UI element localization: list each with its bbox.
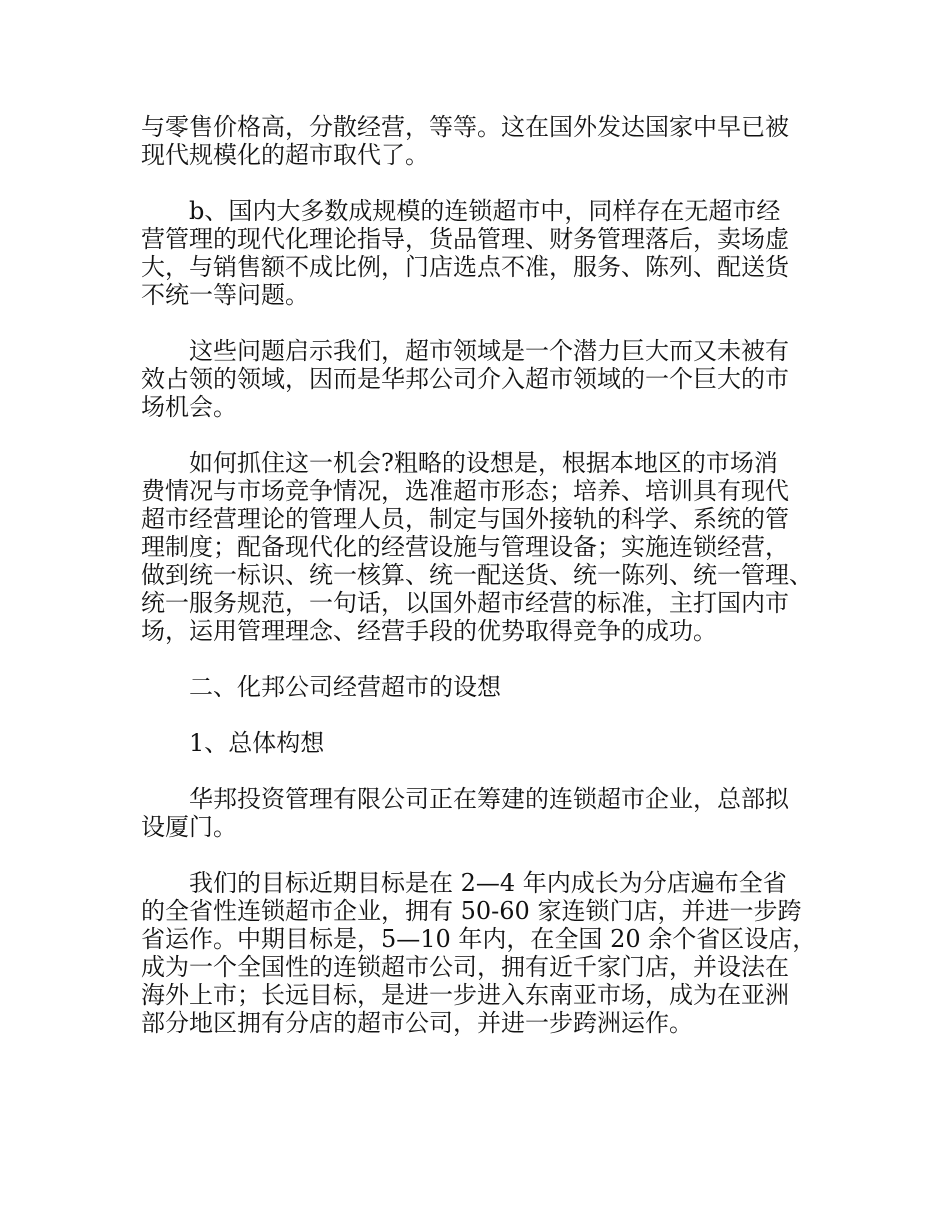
paragraph xyxy=(141,197,821,309)
text-line: 理制度；配备现代化的经营设施与管理设备；实施连锁经营， xyxy=(141,533,789,561)
text-line: 的全省性连锁超市企业，拥有 50-60 家连锁门店，并进一步跨 xyxy=(141,897,802,925)
text-line: 与零售价格高，分散经营，等等。这在国外发达国家中早已被 xyxy=(141,113,789,141)
text-line: 二、化邦公司经营超市的设想 xyxy=(189,673,501,701)
text-line: 部分地区拥有分店的超市公司，并进一步跨洲运作。 xyxy=(141,1009,693,1037)
text-line: 现代规模化的超市取代了。 xyxy=(141,141,429,169)
paragraph xyxy=(141,337,821,421)
text-line: 费情况与市场竞争情况，选准超市形态；培养、培训具有现代 xyxy=(141,477,789,505)
text-line: 海外上市；长远目标，是进一步进入东南亚市场，成为在亚洲 xyxy=(141,981,789,1009)
paragraph xyxy=(141,113,821,169)
document-body xyxy=(141,113,821,1065)
text-line: 设厦门。 xyxy=(141,813,237,841)
text-line: 效占领的领域，因而是华邦公司介入超市领域的一个巨大的市 xyxy=(141,365,789,393)
text-line: 这些问题启示我们，超市领域是一个潜力巨大而又未被有 xyxy=(189,337,789,365)
text-line: 统一服务规范，一句话，以国外超市经营的标准，主打国内市 xyxy=(141,589,789,617)
paragraph xyxy=(141,869,821,1037)
text-line: 成为一个全国性的连锁超市公司，拥有近千家门店，并设法在 xyxy=(141,953,789,981)
text-line: 营管理的现代化理论指导，货品管理、财务管理落后，卖场虚 xyxy=(141,225,789,253)
text-line: 大，与销售额不成比例，门店选点不准，服务、陈列、配送货 xyxy=(141,253,789,281)
paragraph xyxy=(141,729,821,757)
text-line: b、国内大多数成规模的连锁超市中，同样存在无超市经 xyxy=(189,197,781,225)
text-line: 超市经营理论的管理人员，制定与国外接轨的科学、系统的管 xyxy=(141,505,789,533)
text-line: 华邦投资管理有限公司正在筹建的连锁超市企业，总部拟 xyxy=(189,785,789,813)
paragraph xyxy=(141,785,821,841)
text-line: 做到统一标识、统一核算、统一配送货、统一陈列、统一管理、 xyxy=(141,561,813,589)
text-line: 如何抓住这一机会?粗略的设想是，根据本地区的市场消 xyxy=(189,449,778,477)
text-line: 1、总体构想 xyxy=(189,729,325,757)
text-line: 省运作。中期目标是，5—10 年内，在全国 20 余个省区设店， xyxy=(141,925,817,953)
text-line: 场机会。 xyxy=(141,393,237,421)
text-line: 我们的目标近期目标是在 2—4 年内成长为分店遍布全省 xyxy=(189,869,787,897)
text-line: 不统一等问题。 xyxy=(141,281,309,309)
text-line: 场，运用管理理念、经营手段的优势取得竞争的成功。 xyxy=(141,617,717,645)
paragraph xyxy=(141,673,821,701)
paragraph xyxy=(141,449,821,645)
